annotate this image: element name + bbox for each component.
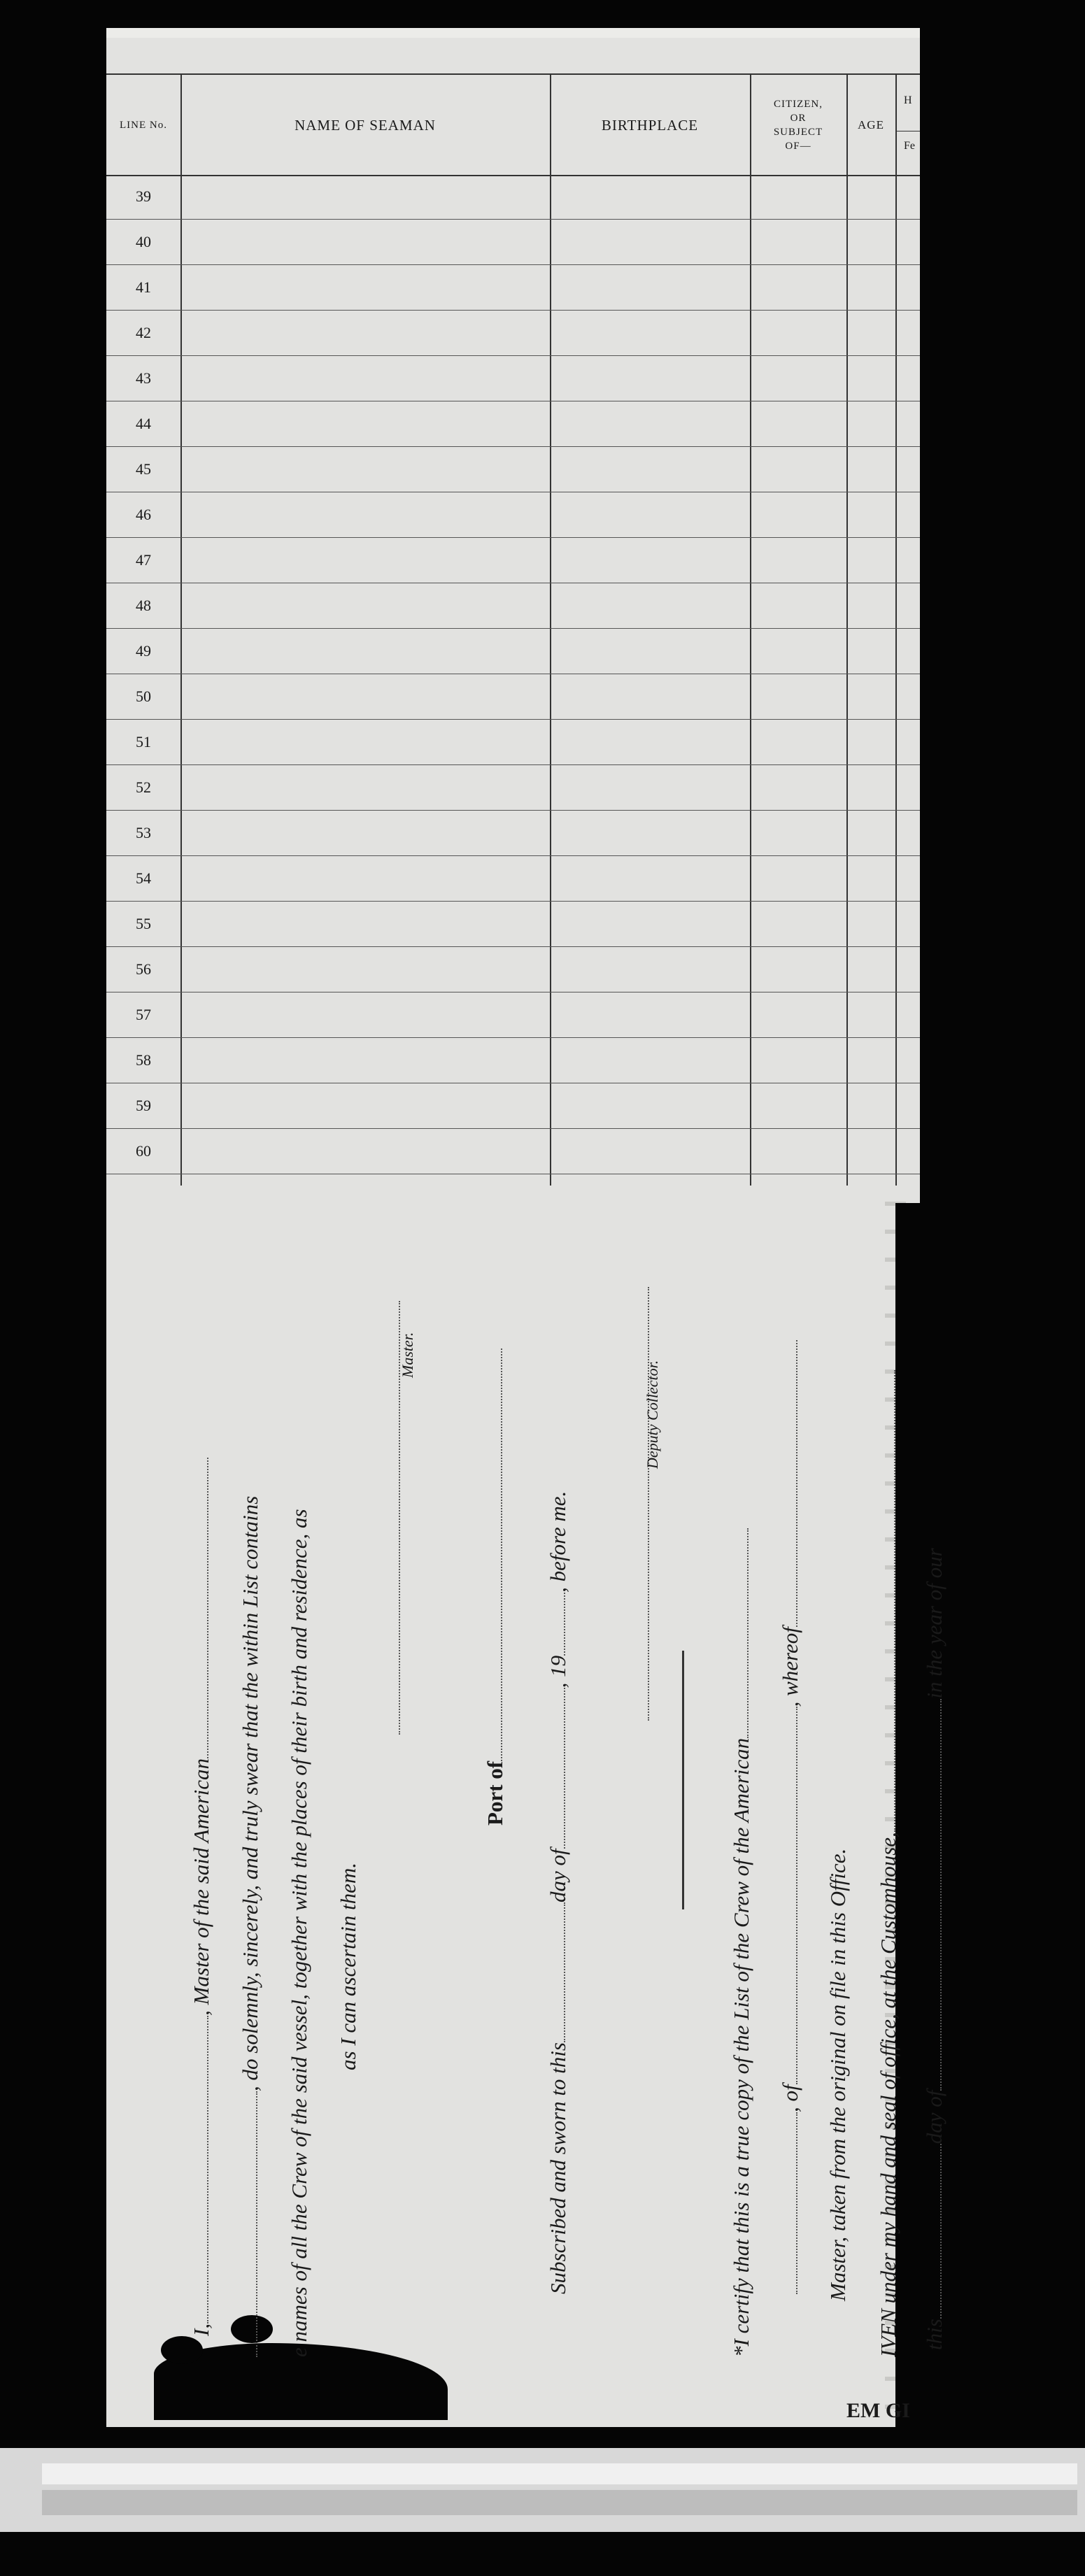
row-line — [106, 1037, 920, 1038]
certificate-line-3: Master, taken from the original on file in this Office. — [825, 1848, 850, 2301]
header-line-no: LINE No. — [120, 120, 167, 131]
crew-list-table — [106, 73, 920, 1186]
header-name: NAME OF SEAMAN — [295, 116, 436, 134]
port-of: Port of — [483, 1349, 508, 1826]
oath-line-2: , do solemnly, sincerely, and truly swear that the within List contains — [238, 1496, 263, 2357]
row-number: 46 — [136, 506, 151, 523]
row-number: 44 — [136, 415, 151, 432]
col-divider — [750, 73, 751, 1186]
row-number: 39 — [136, 187, 151, 205]
row-number: 57 — [136, 1006, 151, 1023]
header-birthplace: BIRTHPLACE — [601, 116, 699, 134]
row-number: 53 — [136, 824, 151, 841]
header-age: AGE — [858, 118, 884, 131]
row-line — [106, 719, 920, 720]
row-line — [106, 310, 920, 311]
row-number: 50 — [136, 688, 151, 705]
row-number: 43 — [136, 369, 151, 387]
row-line — [106, 537, 920, 538]
row-number: 47 — [136, 551, 151, 569]
row-number: 51 — [136, 733, 151, 750]
deputy-signature — [630, 1287, 655, 1721]
row-line — [106, 764, 920, 765]
header-citizen: CITIZEN, OR SUBJECT OF— — [773, 99, 823, 152]
page-top-edge — [106, 28, 920, 38]
film-strip-highlight — [42, 2463, 1077, 2484]
row-number: 45 — [136, 460, 151, 478]
col-divider — [180, 73, 182, 1186]
row-number: 52 — [136, 778, 151, 796]
row-number: 58 — [136, 1051, 151, 1069]
certificate-line-5: thisday ofin the year of our — [922, 1548, 946, 2350]
row-line — [106, 1128, 920, 1129]
col-divider — [895, 73, 897, 1186]
deputy-label: Deputy Collector. — [644, 1360, 661, 1469]
header-partial-bottom: Fe — [904, 140, 915, 152]
row-number: 54 — [136, 869, 151, 887]
row-number: 40 — [136, 233, 151, 250]
row-line — [106, 810, 920, 811]
certificate-line-4: IVEN under my hand and seal of office, at the Customhouse, — [876, 1370, 901, 2357]
row-line — [106, 264, 920, 265]
header-partial-top: H — [904, 94, 912, 106]
row-number: 49 — [136, 642, 151, 660]
row-line — [106, 628, 920, 629]
stamp-text: EM GI — [846, 2399, 910, 2422]
row-number: 41 — [136, 278, 151, 296]
row-line — [106, 946, 920, 947]
row-line — [106, 219, 920, 220]
oath-line-4: as I can ascertain them. — [336, 1862, 360, 2070]
film-strip-shadow — [42, 2490, 1077, 2515]
col-divider — [550, 73, 551, 1186]
row-line — [106, 355, 920, 356]
row-number: 60 — [136, 1142, 151, 1160]
row-line — [106, 901, 920, 902]
certificate-line-2: , of, whereof — [778, 1340, 803, 2294]
row-number: 48 — [136, 597, 151, 614]
row-number: 42 — [136, 324, 151, 341]
certificate-line-1: *I certify that this is a true copy of the List of the Crew of the American — [729, 1528, 754, 2357]
col-divider — [846, 73, 848, 1186]
row-line — [106, 446, 920, 447]
subscribed-line: Subscribed and sworn to thisday of, 19, before me. — [546, 1490, 570, 2294]
separator-rule — [682, 1651, 684, 1909]
row-number: 56 — [136, 960, 151, 978]
row-number: 55 — [136, 915, 151, 932]
row-line — [106, 855, 920, 856]
oath-line-3: e names of all the Crew of the said vessel, together with the places of their birth and residence, as — [287, 1509, 311, 2357]
torn-spot — [161, 2336, 203, 2364]
oath-line-1: I,, Master of the said American — [189, 1458, 214, 2336]
master-label: Master. — [399, 1332, 416, 1378]
row-number: 59 — [136, 1097, 151, 1114]
